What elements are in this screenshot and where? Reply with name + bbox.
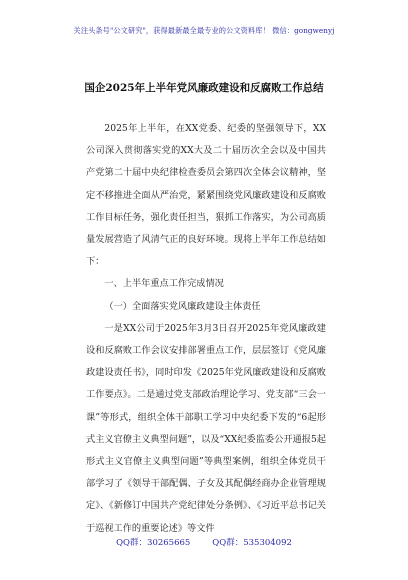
subsection-heading: （一）全面落实党风廉政建设主体责任 [104, 300, 261, 312]
body-paragraph: 一是XX公司于2025年3月3日召开2025年党风廉政建设和反腐败工作会议安排部署重点工作，层层签订《党风廉政建设责任书》，同时印发《2025年党风廉政建设和反腐败工作要点》。二是通过党支部政治理论学习、党支部“三会一课”等形式，组织全体干部职工学习中央纪委下发的“6起形式主义官僚主义典型问题”，以及“XX纪委监委公开通报5起形式主义官僚主义典型问题”等典型案例，组织全体党员干部学习了《领导干部配偶、子女及其配偶经商办企业管理规定》、《新修订中国共产党纪律处分条例》、《习近平总书记关于巡视工作的重要论述》等文件 [86, 322, 326, 534]
intro-paragraph: 2025年上半年，在XX党委、纪委的坚强领导下，XX公司深入贯彻落实党的XX大及二十届历次全会以及中国共产党第二十届中央纪律检查委员会第四次全体会议精神，坚定不移推进全面从严治党，紧紧围绕党风廉政建设和反腐败工作目标任务，强化责任担当，狠抓工作落实，为公司高质量发展营造了风清气正的良好环境。现将上半年工作总结如下： [86, 123, 326, 268]
document-title: 国企2025年上半年党风廉政建设和反腐败工作总结 [84, 82, 324, 94]
qq-group-1: QQ群：30265665 [116, 538, 191, 548]
footer-qq-groups [0, 536, 408, 548]
header-promo-note: 关注头条号"公文研究"，获得最新最全最专业的公文资料库！ 微信：gongwenyj [73, 26, 335, 35]
document-body [86, 118, 326, 540]
qq-group-2: QQ群：535304092 [212, 538, 292, 548]
section-heading: 一、上半年重点工作完成情况 [104, 278, 224, 290]
